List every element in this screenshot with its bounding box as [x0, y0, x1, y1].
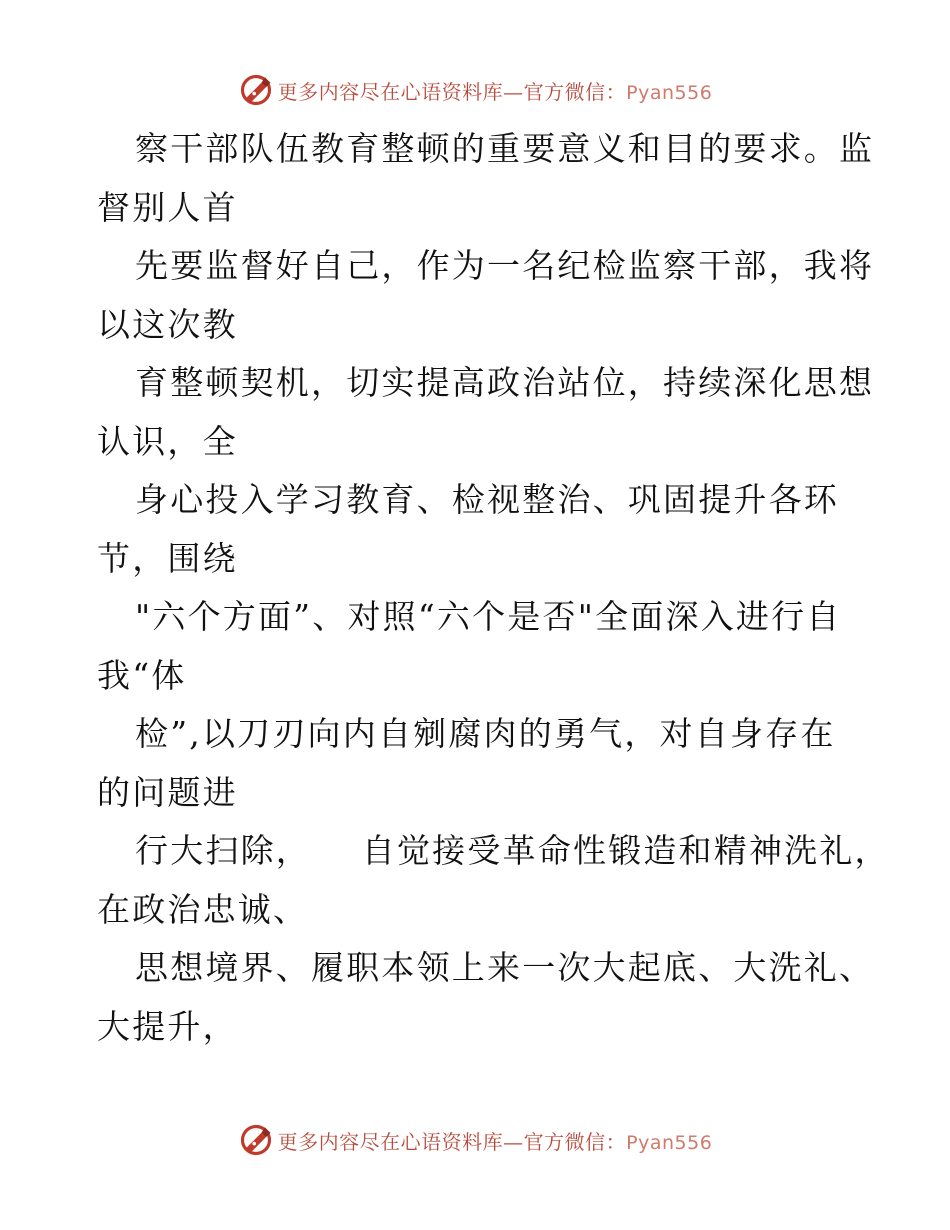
banner-slogan: 更多内容尽在心语资料库—官方微信： [277, 79, 627, 104]
text-line: 育整顿契机，切实提高政治站位，持续深化思想 [135, 363, 875, 402]
text-line: "六个方面”、对照“六个是否"全面深入进行自 [135, 597, 842, 636]
text-line: 先要监督好自己，作为一名纪检监察干部，我将 [135, 246, 875, 285]
pen-nib-logo-icon [238, 72, 274, 108]
text-line: 行大扫除， 自觉接受革命性锻造和精神洗礼， [135, 831, 890, 870]
banner-text [278, 1126, 713, 1155]
text-line: 察干部队伍教育整顿的重要意义和目的要求。监 [135, 129, 875, 168]
wechat-handle: Pyan556 [626, 1131, 713, 1154]
text-line: 身心投入学习教育、检视整治、巩固提升各环 [135, 480, 839, 519]
text-line: 思想境界、履职本领上来一次大起底、大洗礼、 [135, 948, 875, 987]
text-line: 检”,以刀刃向内自剜腐肉的勇气，对自身存在 [135, 714, 836, 753]
text-line: 以这次教 [97, 304, 238, 344]
wechat-handle: Pyan556 [626, 81, 713, 104]
header-banner [0, 70, 950, 110]
text-line: 我“体 [97, 655, 187, 695]
text-line: 节，围绕 [97, 538, 238, 578]
text-line: 的问题进 [97, 772, 238, 812]
text-line: 大提升， [97, 1006, 238, 1046]
body-paragraph [97, 120, 890, 1056]
footer-banner [0, 1120, 950, 1160]
pen-nib-logo-icon [238, 1122, 274, 1158]
text-line: 认识，全 [97, 421, 238, 461]
text-line: 督别人首 [97, 187, 238, 227]
banner-slogan: 更多内容尽在心语资料库—官方微信： [277, 1129, 627, 1154]
banner-text [278, 76, 713, 105]
text-line: 在政治忠诚、 [97, 889, 309, 929]
